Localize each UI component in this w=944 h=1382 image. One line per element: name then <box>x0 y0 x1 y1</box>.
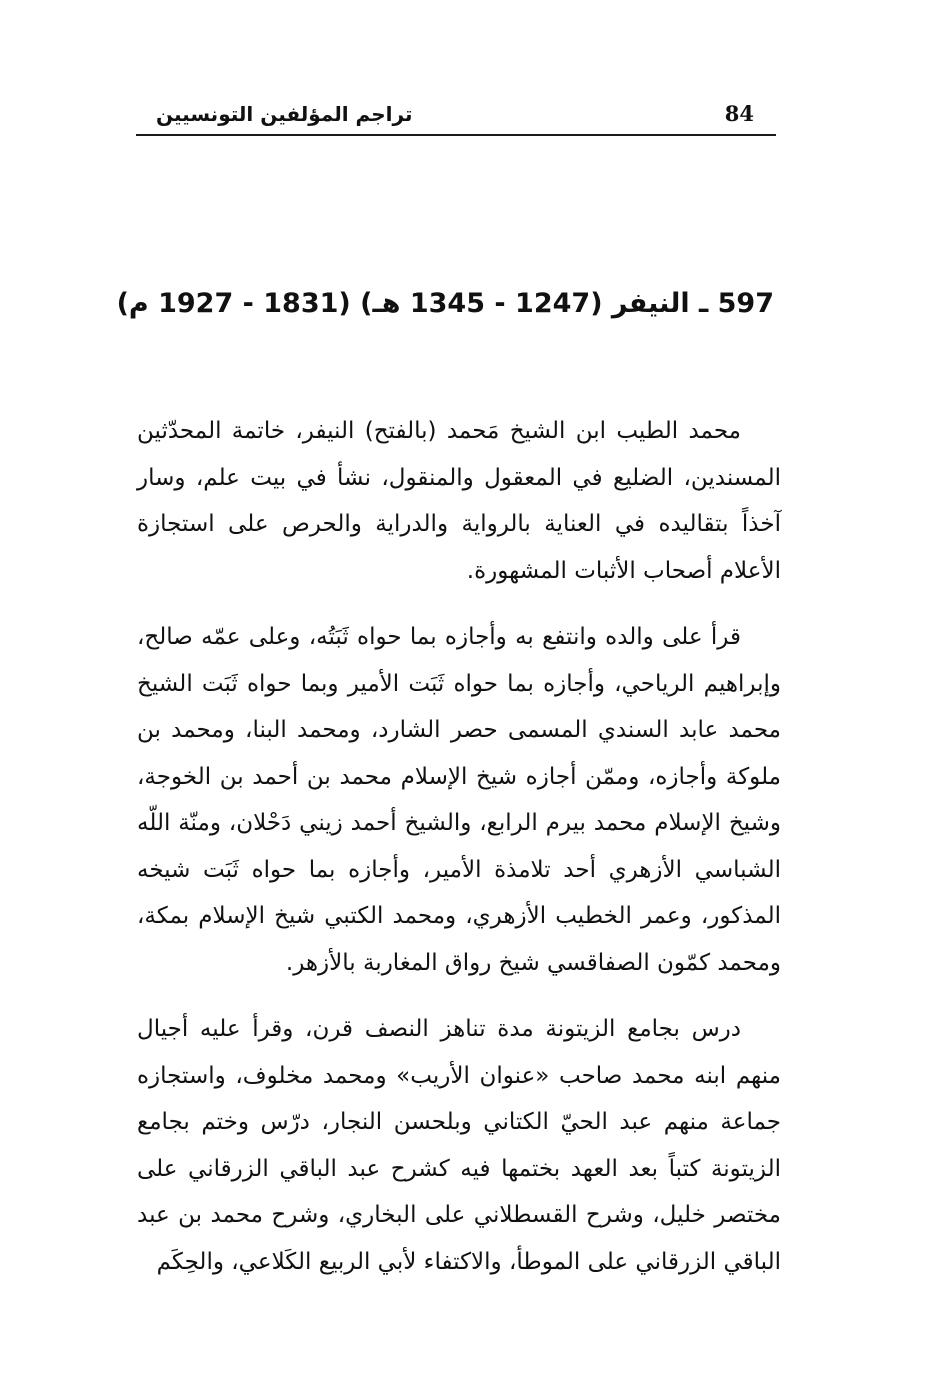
paragraph-2 <box>137 614 781 986</box>
body-text <box>137 408 781 1285</box>
paragraph-1 <box>137 408 781 594</box>
paragraph-1-text: محمد الطيب ابن الشيخ مَحمد (بالفتح) النيفر، خاتمة المحدّثين المسندين، الضليع في المعقول والمنقول، نشأ في بيت علم، وسار آخذاً بتقاليده في العناية بالرواية والدراية والحرص على استجازة الأعلام أصحاب الأثبات المشهورة. <box>137 418 781 584</box>
entry-title: 597 ـ النيفر (1247 - 1345 هـ) (1831 - 1927 م) <box>116 288 774 319</box>
paragraph-3-text: درس بجامع الزيتونة مدة تناهز النصف قرن، وقرأ عليه أجيال منهم ابنه محمد صاحب «عنوان الأريب» ومحمد مخلوف، واستجازه جماعة منهم عبد الحيّ الكتاني وبلحسن النجار، درّس وختم بجامع الزيتونة كتباً بعد العهد بختمها فيه كشرح عبد الباقي الزرقاني على مختصر خليل، وشرح القسطلاني على البخاري، وشرح محمد بن عبد الباقي الزرقاني على الموطأ، والاكتفاء لأبي الربيع الكَلاعي، والحِكَم <box>137 1016 781 1275</box>
paragraph-3 <box>137 1006 781 1285</box>
running-title: تراجم المؤلفين التونسيين <box>156 102 413 126</box>
running-header <box>136 98 776 136</box>
page-number: 84 <box>724 101 754 126</box>
paragraph-2-text: قرأ على والده وانتفع به وأجازه بما حواه ثَبَتُه، وعلى عمّه صالح، وإبراهيم الرياحي، وأجازه بما حواه ثَبَت الأمير وبما حواه ثَبَت الشيخ محمد عابد السندي المسمى حصر الشارد، ومحمد البنا، ومحمد بن ملوكة وأجازه، وممّن أجازه شيخ الإسلام محمد بن أحمد بن الخوجة، وشيخ الإسلام محمد بيرم الرابع، والشيخ أحمد زيني دَحْلان، ومنّة اللّه الشباسي الأزهري أحد تلامذة الأمير، وأجازه بما حواه ثَبَت شيخه المذكور، وعمر الخطيب الأزهري، ومحمد الكتبي شيخ الإسلام بمكة، ومحمد كمّون الصفاقسي شيخ رواق المغاربة بالأزهر. <box>137 624 781 976</box>
